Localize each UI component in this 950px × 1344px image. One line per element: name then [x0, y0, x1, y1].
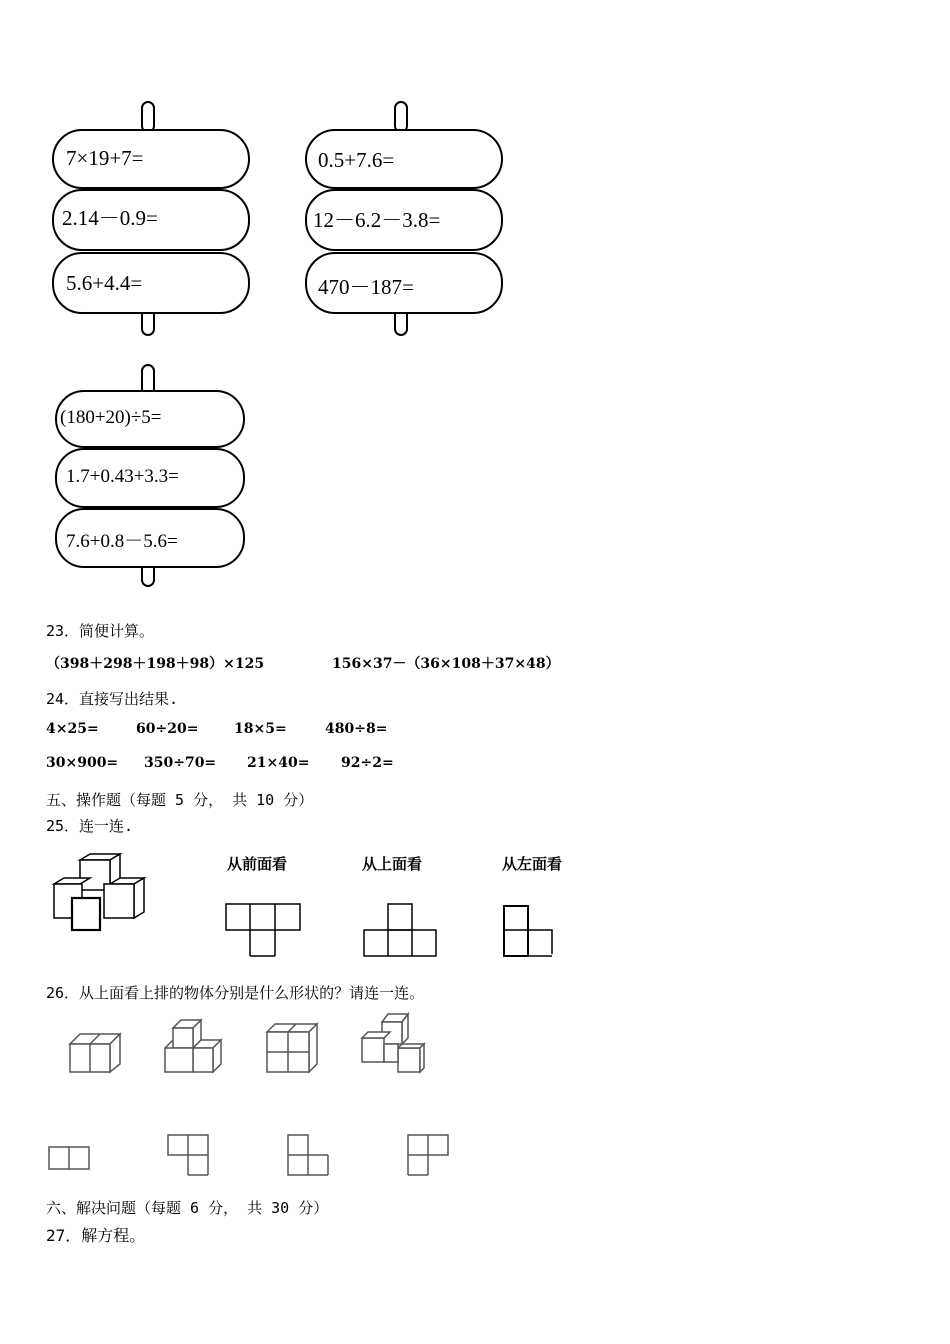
q26-option-3: [286, 1133, 332, 1179]
q26-option-4: [406, 1133, 452, 1179]
skewer-3-item-2: 1.7+0.43+3.3=: [66, 466, 179, 487]
q25-view-t-shape: [225, 902, 305, 960]
skewer-1-item-3: 5.6+4.4=: [66, 271, 143, 295]
skewer-3-item-3: 7.6+0.8－5.6=: [66, 531, 178, 552]
section-5-heading: 五、操作题（每题 5 分， 共 10 分）: [46, 791, 314, 809]
skewer-2-item-1: 0.5+7.6=: [318, 148, 395, 172]
q24-r1-c4: 480÷8=: [325, 721, 388, 737]
skewer-2-item-3: 470－187=: [318, 275, 414, 299]
view-label-left: 从左面看: [502, 855, 563, 873]
q26-title: 26．从上面看上排的物体分别是什么形状的？请连一连。: [46, 984, 425, 1002]
q24-r1-c1: 4×25=: [46, 721, 99, 737]
q23-title: 23．简便计算。: [46, 622, 155, 640]
skewer-1-item-1: 7×19+7=: [66, 146, 144, 170]
q24-r1-c3: 18×5=: [234, 721, 287, 737]
q24-title: 24．直接写出结果.: [46, 690, 179, 708]
q25-title: 25．连一连.: [46, 817, 134, 835]
q25-view-inverted-t: [362, 902, 442, 960]
q26-option-2: [166, 1133, 212, 1179]
q26-solid-1: [68, 1026, 128, 1076]
section-6-heading: 六、解决问题（每题 6 分， 共 30 分）: [46, 1199, 329, 1217]
q25-cube-figure: [50, 850, 150, 935]
q27-title: 27．解方程。: [46, 1226, 146, 1245]
q24-r2-c2: 350÷70=: [144, 755, 217, 771]
q25-view-l-shape: [502, 902, 557, 960]
q26-option-1: [47, 1145, 92, 1173]
view-label-top: 从上面看: [362, 855, 423, 873]
q26-solid-4: [358, 1010, 426, 1076]
skewer-2-item-2: 12－6.2－3.8=: [313, 208, 441, 232]
q23-expr-2: 156×37－（36×108＋37×48）: [332, 656, 560, 672]
q24-r2-c1: 30×900=: [46, 755, 119, 771]
q24-r2-c3: 21×40=: [247, 755, 310, 771]
q24-r1-c2: 60÷20=: [136, 721, 199, 737]
skewer-3-item-1: (180+20)÷5=: [60, 407, 162, 428]
view-label-front: 从前面看: [227, 855, 288, 873]
q24-r2-c4: 92÷2=: [341, 755, 394, 771]
q26-solid-2: [163, 1018, 228, 1080]
q23-expr-1: （398＋298＋198＋98）×125: [46, 656, 265, 672]
skewer-1-item-2: 2.14－0.9=: [62, 206, 158, 230]
q26-solid-3: [265, 1020, 325, 1076]
